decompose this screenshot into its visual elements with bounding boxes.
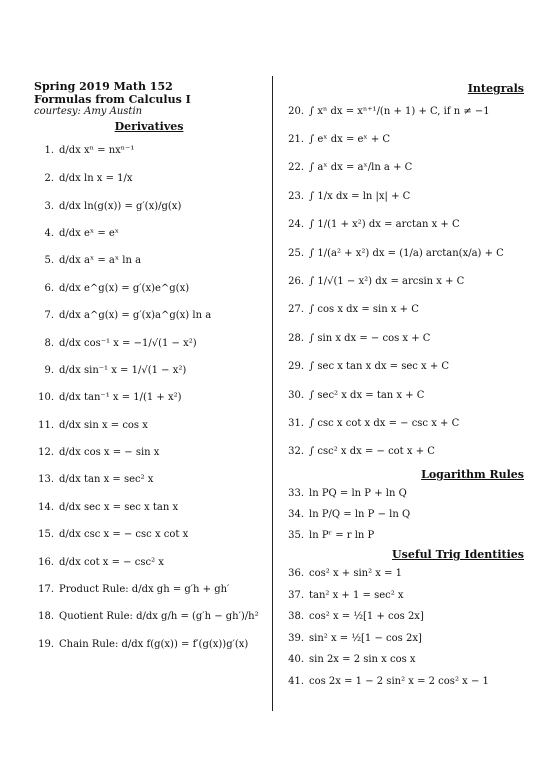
formula-number: 24.: [288, 219, 304, 231]
sheet-title: Spring 2019 Math 152: [34, 80, 173, 93]
derivative-formula: [34, 302, 264, 329]
derivatives-list: [34, 135, 264, 658]
formula-expression: Quotient Rule: d/dx g/h = (g′h − gh′)/h²: [59, 611, 259, 623]
formula-number: 41.: [288, 675, 304, 687]
formula-expression: tan² x + 1 = sec² x: [309, 589, 404, 601]
formula-expression: ∫ aˣ dx = aˣ/ln a + C: [309, 162, 413, 174]
left-column: [34, 80, 264, 658]
formula-number: 8.: [44, 337, 54, 349]
formula-expression: d/dx xⁿ = nxⁿ⁻¹: [59, 144, 135, 156]
trig-list: [284, 563, 524, 692]
formula-number: 17.: [38, 584, 54, 596]
formula-number: 6.: [44, 282, 54, 294]
formula-number: 34.: [288, 509, 304, 521]
formula-number: 4.: [44, 227, 54, 239]
formula-expression: ∫ 1/√(1 − x²) dx = arcsin x + C: [309, 276, 465, 288]
integral-formula: [284, 296, 524, 324]
formula-expression: d/dx ln x = 1/x: [59, 173, 133, 185]
formula-expression: ∫ csc x cot x dx = − csc x + C: [309, 417, 460, 429]
formula-number: 23.: [288, 190, 304, 202]
formula-expression: d/dx tan x = sec² x: [59, 474, 154, 486]
derivative-formula: [34, 329, 264, 356]
integral-formula: [284, 211, 524, 239]
formula-number: 27.: [288, 304, 304, 316]
derivative-formula: [34, 466, 264, 493]
formula-number: 37.: [288, 589, 304, 601]
section-heading-logarithm: Logarithm Rules: [421, 468, 524, 482]
trig-identity-formula: [284, 585, 524, 607]
formula-expression: ∫ 1/(1 + x²) dx = arctan x + C: [309, 219, 460, 231]
formula-number: 38.: [288, 611, 304, 623]
sheet-subtitle: Formulas from Calculus I: [34, 93, 191, 106]
logarithm-list: [284, 483, 524, 546]
formula-expression: d/dx cos x = − sin x: [59, 447, 160, 459]
integral-formula: [284, 438, 524, 466]
formula-expression: ∫ sin x dx = − cos x + C: [309, 332, 431, 344]
formula-expression: sin² x = ½[1 − cos 2x]: [309, 632, 422, 644]
formula-expression: ∫ eˣ dx = eˣ + C: [309, 134, 391, 146]
formula-expression: ∫ csc² x dx = − cot x + C: [309, 446, 435, 458]
derivative-formula: [34, 192, 264, 219]
formula-number: 32.: [288, 446, 304, 458]
derivative-formula: [34, 576, 264, 603]
section-heading-derivatives: Derivatives: [114, 120, 184, 133]
formula-number: 18.: [38, 611, 54, 623]
formula-number: 16.: [38, 556, 54, 568]
derivative-formula: [34, 631, 264, 658]
formula-expression: cos² x = ½[1 + cos 2x]: [309, 611, 424, 623]
derivative-formula: [34, 384, 264, 411]
formula-expression: Product Rule: d/dx gh = g′h + gh′: [59, 584, 230, 596]
formula-number: 19.: [38, 638, 54, 650]
formula-expression: ∫ sec² x dx = tan x + C: [309, 389, 425, 401]
section-heading-trig: Useful Trig Identities: [392, 548, 524, 562]
integral-formula: [284, 353, 524, 381]
integral-formula: [284, 154, 524, 182]
derivative-formula: [34, 439, 264, 466]
derivative-formula: [34, 494, 264, 521]
formula-expression: ∫ 1/x dx = ln |x| + C: [309, 190, 411, 202]
formula-expression: ln Pʳ = r ln P: [309, 530, 375, 542]
derivative-formula: [34, 521, 264, 548]
formula-number: 39.: [288, 632, 304, 644]
formula-number: 13.: [38, 474, 54, 486]
integral-formula: [284, 239, 524, 267]
integral-formula: [284, 409, 524, 437]
derivative-formula: [34, 135, 264, 165]
formula-expression: d/dx sin⁻¹ x = 1/√(1 − x²): [59, 364, 187, 376]
logarithm-formula: [284, 525, 524, 546]
formula-number: 26.: [288, 276, 304, 288]
derivative-formula: [34, 603, 264, 630]
integral-formula: [284, 125, 524, 153]
trig-identity-formula: [284, 628, 524, 650]
integral-formula: [284, 324, 524, 352]
formula-number: 21.: [288, 134, 304, 146]
formula-expression: d/dx e^g(x) = g′(x)e^g(x): [59, 282, 190, 294]
trig-identity-formula: [284, 563, 524, 585]
formula-number: 14.: [38, 501, 54, 513]
formula-number: 31.: [288, 417, 304, 429]
formula-expression: Chain Rule: d/dx f(g(x)) = f′(g(x))g′(x): [59, 638, 249, 650]
formula-expression: ∫ cos x dx = sin x + C: [309, 304, 419, 316]
derivative-formula: [34, 220, 264, 247]
integral-formula: [284, 267, 524, 295]
formula-expression: cos 2x = 1 − 2 sin² x = 2 cos² x − 1: [309, 675, 489, 687]
formula-expression: ∫ xⁿ dx = xⁿ⁺¹/(n + 1) + C, if n ≠ −1: [309, 105, 490, 117]
formula-number: 22.: [288, 162, 304, 174]
derivative-formula: [34, 357, 264, 384]
formula-expression: d/dx sin x = cos x: [59, 419, 148, 431]
formula-expression: d/dx csc x = − csc x cot x: [59, 529, 189, 541]
formula-expression: cos² x + sin² x = 1: [309, 568, 403, 580]
formula-number: 5.: [44, 255, 54, 267]
derivative-formula: [34, 275, 264, 302]
formula-number: 12.: [38, 447, 54, 459]
derivative-formula: [34, 548, 264, 575]
formula-number: 15.: [38, 529, 54, 541]
formula-number: 7.: [44, 310, 54, 322]
formula-number: 2.: [44, 173, 54, 185]
formula-number: 28.: [288, 332, 304, 344]
formula-expression: ln PQ = ln P + ln Q: [309, 488, 407, 500]
integral-formula: [284, 381, 524, 409]
formula-number: 33.: [288, 488, 304, 500]
formula-expression: d/dx ln(g(x)) = g′(x)/g(x): [59, 200, 182, 212]
integrals-list: [284, 97, 524, 466]
trig-identity-formula: [284, 671, 524, 693]
formula-number: 30.: [288, 389, 304, 401]
logarithm-formula: [284, 504, 524, 525]
formula-number: 9.: [44, 364, 54, 376]
formula-number: 25.: [288, 247, 304, 259]
formula-number: 35.: [288, 530, 304, 542]
formula-number: 40.: [288, 654, 304, 666]
logarithm-formula: [284, 483, 524, 504]
right-column: [284, 80, 524, 692]
formula-expression: d/dx cot x = − csc² x: [59, 556, 164, 568]
formula-number: 10.: [38, 392, 54, 404]
formula-expression: d/dx a^g(x) = g′(x)a^g(x) ln a: [59, 310, 212, 322]
derivative-formula: [34, 165, 264, 192]
formula-expression: d/dx aˣ = aˣ ln a: [59, 255, 142, 267]
trig-identity-formula: [284, 649, 524, 671]
derivative-formula: [34, 247, 264, 274]
formula-number: 3.: [44, 200, 54, 212]
formula-expression: d/dx eˣ = eˣ: [59, 227, 120, 239]
formula-number: 11.: [38, 419, 54, 431]
column-divider: [272, 76, 273, 711]
derivative-formula: [34, 412, 264, 439]
formula-number: 20.: [288, 105, 304, 117]
formula-expression: ln P/Q = ln P − ln Q: [309, 509, 411, 521]
formula-number: 36.: [288, 568, 304, 580]
section-heading-integrals: Integrals: [467, 82, 524, 95]
formula-expression: d/dx sec x = sec x tan x: [59, 501, 179, 513]
formula-expression: d/dx tan⁻¹ x = 1/(1 + x²): [59, 392, 182, 404]
formula-number: 29.: [288, 361, 304, 373]
formula-number: 1.: [44, 144, 54, 156]
formula-expression: d/dx cos⁻¹ x = −1/√(1 − x²): [59, 337, 197, 349]
integral-formula: [284, 182, 524, 210]
courtesy-line: courtesy: Amy Austin: [34, 106, 143, 117]
formula-expression: ∫ 1/(a² + x²) dx = (1/a) arctan(x/a) + C: [309, 247, 504, 259]
integral-formula: [284, 97, 524, 125]
formula-expression: ∫ sec x tan x dx = sec x + C: [309, 361, 450, 373]
trig-identity-formula: [284, 606, 524, 628]
formula-expression: sin 2x = 2 sin x cos x: [309, 654, 416, 666]
